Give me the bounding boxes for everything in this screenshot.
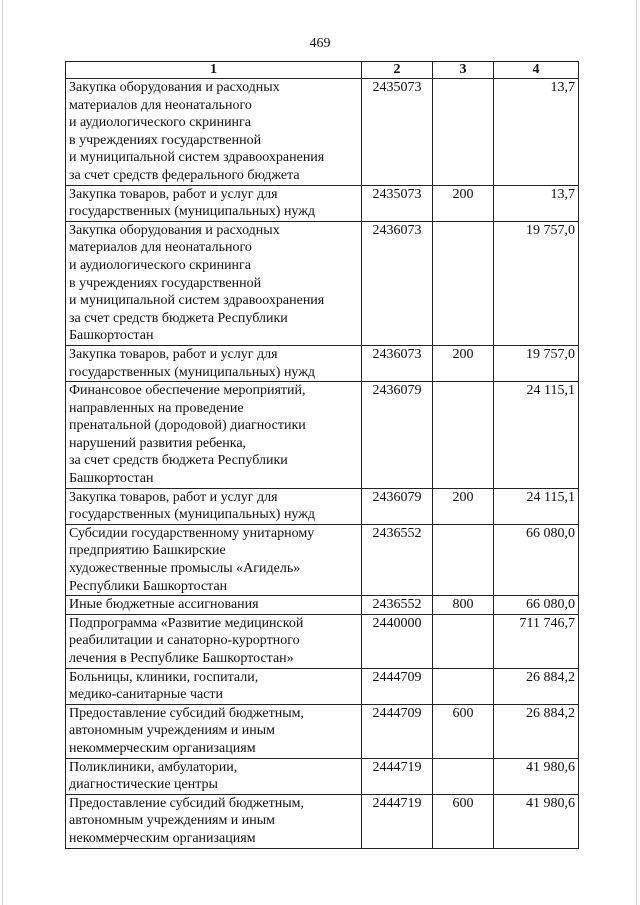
row-code-cell: 2436079 (362, 488, 433, 524)
row-type-cell (433, 382, 494, 489)
row-sum-cell: 41 980,6 (494, 758, 579, 794)
row-code-cell: 2444709 (362, 668, 433, 704)
row-type-cell (433, 668, 494, 704)
header-col-3: 3 (433, 62, 494, 79)
table-body (66, 79, 579, 849)
row-name-cell: Закупка оборудования и расходных материалов для неонатального и аудиологического скрининга в учреждениях государственной и муниципальной систем здравоохранения за счет средств бюджета Республики Башкортостан (66, 221, 362, 345)
row-name-cell: Закупка оборудования и расходных материалов для неонатального и аудиологического скрининга в учреждениях государственной и муниципальной систем здравоохранения за счет средств федерального бюджета (66, 79, 362, 186)
row-name-cell: Финансовое обеспечение мероприятий, направленных на проведение пренатальной (дородовой) диагностики нарушений развития ребенка, за счет средств бюджета Республики Башкортостан (66, 382, 362, 489)
table-row (66, 614, 579, 668)
row-sum-cell: 19 757,0 (494, 221, 579, 345)
header-col-1: 1 (66, 62, 362, 79)
table-row (66, 704, 579, 758)
row-name-cell: Закупка товаров, работ и услуг для государственных (муниципальных) нужд (66, 185, 362, 221)
row-name-cell: Поликлиники, амбулатории, диагностические центры (66, 758, 362, 794)
table-row (66, 524, 579, 595)
budget-table (65, 61, 579, 849)
scan-left-edge (2, 0, 3, 905)
header-col-4: 4 (494, 62, 579, 79)
header-col-2: 2 (362, 62, 433, 79)
row-code-cell: 2436552 (362, 596, 433, 615)
row-type-cell (433, 614, 494, 668)
row-type-cell (433, 758, 494, 794)
row-sum-cell: 711 746,7 (494, 614, 579, 668)
row-code-cell: 2444709 (362, 704, 433, 758)
row-type-cell: 200 (433, 345, 494, 381)
row-type-cell: 200 (433, 488, 494, 524)
page-number: 469 (309, 36, 331, 51)
row-name-cell: Иные бюджетные ассигнования (66, 596, 362, 615)
table-row (66, 794, 579, 848)
row-sum-cell: 41 980,6 (494, 794, 579, 848)
row-code-cell: 2436073 (362, 221, 433, 345)
table-header (66, 62, 579, 79)
table-row (66, 79, 579, 186)
row-sum-cell: 66 080,0 (494, 524, 579, 595)
row-name-cell: Подпрограмма «Развитие медицинской реабилитации и санаторно-курортного лечения в Республике Башкортостан» (66, 614, 362, 668)
row-code-cell: 2436073 (362, 345, 433, 381)
row-sum-cell: 13,7 (494, 79, 579, 186)
row-name-cell: Предоставление субсидий бюджетным, автономным учреждениям и иным некоммерческим организациям (66, 704, 362, 758)
table-row (66, 488, 579, 524)
table-row (66, 758, 579, 794)
row-sum-cell: 26 884,2 (494, 668, 579, 704)
row-code-cell: 2440000 (362, 614, 433, 668)
row-code-cell: 2436079 (362, 382, 433, 489)
row-type-cell: 800 (433, 596, 494, 615)
row-sum-cell: 26 884,2 (494, 704, 579, 758)
row-type-cell (433, 221, 494, 345)
row-type-cell (433, 79, 494, 186)
row-sum-cell: 24 115,1 (494, 488, 579, 524)
row-code-cell: 2444719 (362, 794, 433, 848)
row-name-cell: Закупка товаров, работ и услуг для государственных (муниципальных) нужд (66, 345, 362, 381)
row-code-cell: 2435073 (362, 79, 433, 186)
row-sum-cell: 66 080,0 (494, 596, 579, 615)
row-sum-cell: 13,7 (494, 185, 579, 221)
row-type-cell: 200 (433, 185, 494, 221)
table-row (66, 382, 579, 489)
table-row (66, 221, 579, 345)
row-type-cell: 600 (433, 794, 494, 848)
row-code-cell: 2444719 (362, 758, 433, 794)
table-row (66, 345, 579, 381)
row-code-cell: 2436552 (362, 524, 433, 595)
row-type-cell (433, 524, 494, 595)
row-type-cell: 600 (433, 704, 494, 758)
table-row (66, 185, 579, 221)
row-sum-cell: 24 115,1 (494, 382, 579, 489)
row-code-cell: 2435073 (362, 185, 433, 221)
scan-right-edge (636, 0, 637, 905)
row-name-cell: Закупка товаров, работ и услуг для государственных (муниципальных) нужд (66, 488, 362, 524)
row-sum-cell: 19 757,0 (494, 345, 579, 381)
table-row (66, 596, 579, 615)
header-row (66, 62, 579, 79)
row-name-cell: Предоставление субсидий бюджетным, автономным учреждениям и иным некоммерческим организациям (66, 794, 362, 848)
row-name-cell: Субсидии государственному унитарному предприятию Башкирские художественные промыслы «Агидель» Республики Башкортостан (66, 524, 362, 595)
table-row (66, 668, 579, 704)
row-name-cell: Больницы, клиники, госпитали, медико-санитарные части (66, 668, 362, 704)
